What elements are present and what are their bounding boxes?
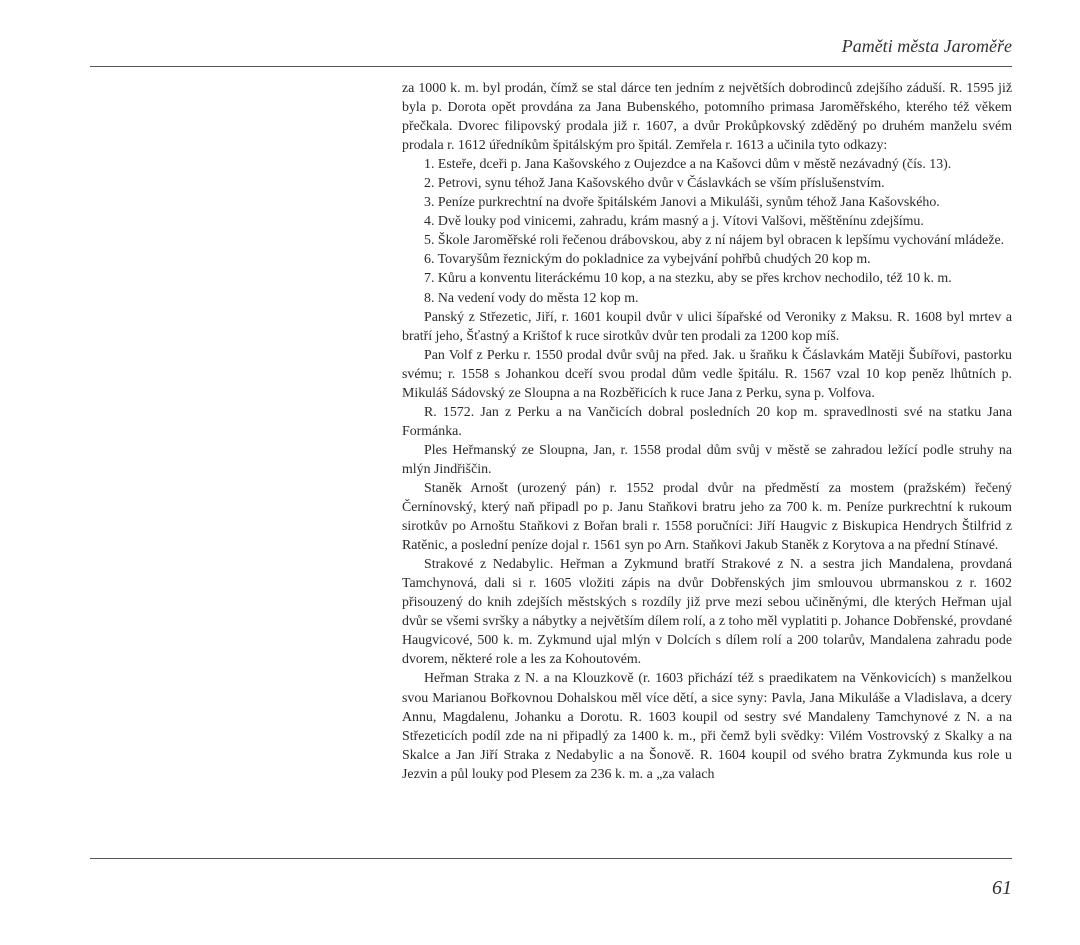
paragraph: za 1000 k. m. byl prodán, čímž se stal dárce ten jedním z největších dobrodinců zdejšího záduší. R. 1595 již byla p. Dorota opět provdána za Jana Bubenského, potomního primasa Jaroměřského, kterého též věkem přečkala. Dvorec filipovský prodala již r. 1607, a dvůr Prokůpkovský zděděný po druhém manželu svém prodala r. 1612 úředníkům špitálským pro špitál. Zemřela r. 1613 a učinila tyto odkazy:	[402, 81, 1012, 154]
paragraph: Staněk Arnošt (urozený pán) r. 1552 prodal dvůr na předměstí za mostem (pražském) řečený Černínovský, který naň připadl po p. Janu Staňkovi bratru jeho za 700 k. m. Peníze purkrechtní k rukoum sirotkův po Arnoštu Staňkovi z Bořan brali r. 1558 poručníci: Jiří Haugvic z Biskupica Hendrych Štilfrid z Ratěnic, a poslední peníze dojal r. 1561 syn po Arn. Staňkovi Jakub Staněk z Korytova a na přední Stínavé.	[402, 480, 1012, 554]
list-item: 1. Esteře, dceři p. Jana Kašovského z Oujezdce a na Kašovci dům v městě nezávadný (čís. 13).	[424, 157, 952, 173]
list-item: 3. Peníze purkrechtní na dvoře špitálském Janovi a Mikuláši, synům téhož Jana Kašovského.	[424, 195, 940, 211]
list-item: 6. Tovaryšům řeznickým do pokladnice za vybejvání pohřbů chudých 20 kop m.	[424, 252, 871, 268]
list-item: 7. Kůru a konventu literáckému 10 kop, a na stezku, aby se přes krchov nechodilo, též 10 k. m.	[424, 271, 952, 287]
paragraph: Ples Heřmanský ze Sloupna, Jan, r. 1558 prodal dům svůj v městě se zahradou ležící podle struhy na mlýn Jindřiščin.	[402, 442, 1012, 477]
paragraph: Panský z Střezetic, Jiří, r. 1601 koupil dvůr v ulici šípařské od Veroniky z Maksu. R. 1608 byl mrtev a bratří jeho, Šťastný a Krištof k ruce sirotkův dvůr ten prodali za 1200 kop míš.	[402, 309, 1012, 344]
list-item: 8. Na vedení vody do města 12 kop m.	[424, 290, 639, 306]
running-title: Paměti města Jaroměře	[841, 36, 1012, 56]
page-number: 61	[992, 877, 1012, 899]
list-item: 5. Škole Jaroměřské roli řečenou drábovskou, aby z ní nájem byl obracen k lepšímu vychování mládeže.	[424, 233, 1005, 249]
paragraph: Pan Volf z Perku r. 1550 prodal dvůr svůj na před. Jak. u šraňku k Čáslavkám Matěji Šubířovi, pastorku svému; r. 1558 s Johankou dceří svou prodal dům vedle špitálu. R. 1567 vzal 10 kop peněz lhůtních p. Mikuláš Sádovský ze Sloupna a na Rozběřicích k ruce Jana z Perku, syna p. Volfova.	[402, 347, 1012, 401]
paragraph: Heřman Straka z N. a na Klouzkově (r. 1603 přichází též s praedikatem na Věnkovicích) s manželkou svou Marianou Bořkovnou Dohalskou měl více dětí, a sice syny: Pavla, Jana Mikuláše a Vladislava, a dcery Annu, Magdalenu, Johanku a Dorotu. R. 1603 koupil od sestry své Mandaleny Tamchynové z N. a na Střezeticích podíl zde na ni připadlý za 1400 k. m., při čemž byli svědky: Vilém Vostrovský z Skalky a na Skalce a Jan Jiří Straka z Nedabylic a na Šonově. R. 1604 koupil od svého bratra Zykmunda kus role u Jezvin a půl louky pod Plesem za 236 k. m. a „za valach	[402, 671, 1012, 782]
footer-rule	[90, 858, 1012, 859]
paragraph: R. 1572. Jan z Perku a na Vančicích dobral posledních 20 kop m. spravedlnosti své na statku Jana Formánka.	[402, 404, 1012, 439]
list-item: 2. Petrovi, synu téhož Jana Kašovského dvůr v Čáslavkách se vším příslušenstvím.	[424, 176, 885, 192]
body-text	[402, 79, 1012, 784]
header-rule	[90, 66, 1012, 67]
list-item: 4. Dvě louky pod vinicemi, zahradu, krám masný a j. Vítovi Valšovi, měštěnínu zdejšímu.	[424, 214, 924, 230]
paragraph: Strakové z Nedabylic. Heřman a Zykmund bratří Strakové z N. a sestra jich Mandalena, provdaná Tamchynová, dali si r. 1605 vložiti zápis na dvůr Dobřenských jim smlouvou ubrmanskou z r. 1602 přisouzený do knih zdejších městských s rozdíly již prve mezi sebou učiněnými, dle kterých Heřman ujal dvůr se všemi svršky a nábytky a největším dílem rolí, a z toho měl vyplatiti p. Johance Dobřenské, provdané Haugvicové, 500 k. m. Zykmund ujal mlýn v Dolcích s dílem rolí a 200 tolarův, Mandalena zahradu pode dvorem, některé role a les za Kohoutovém.	[402, 557, 1012, 668]
